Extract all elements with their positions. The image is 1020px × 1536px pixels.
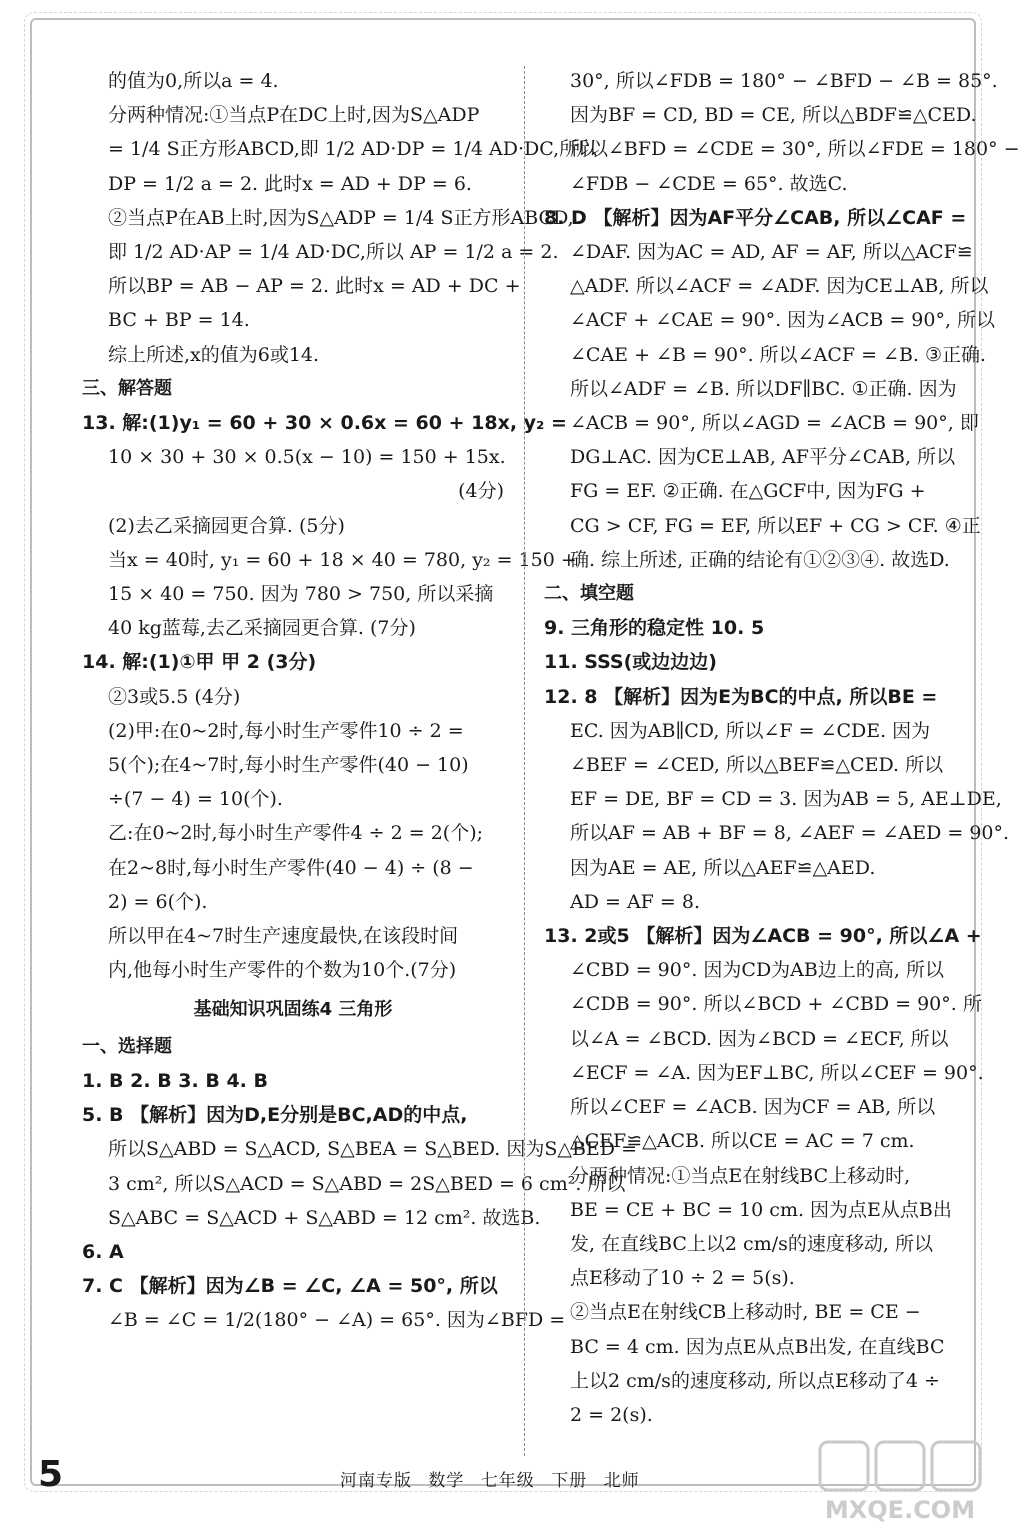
text-line: DP = 1/2 a = 2. 此时x = AD + DP = 6. [108, 172, 472, 195]
text-line: ∠CBD = 90°. 因为CD为AB边上的高, 所以 [570, 959, 944, 982]
text-line: △CEF≌△ACB. 所以CE = AC = 7 cm. [570, 1130, 915, 1153]
question-line: 9. 三角形的稳定性 10. 5 [544, 617, 765, 640]
text-line: ②3或5.5 (4分) [108, 685, 241, 708]
question-line: 13. 2或5 【解析】因为∠ACB = 90°, 所以∠A + [544, 925, 982, 948]
section-heading: 三、解答题 [82, 377, 172, 399]
text-line: 点E移动了10 ÷ 2 = 5(s). [570, 1267, 795, 1290]
column-divider [524, 66, 525, 1456]
text-line: 综上所述,x的值为6或14. [108, 343, 320, 366]
question-line: 13. 解:(1)y₁ = 60 + 30 × 0.6x = 60 + 18x, y₂ = [82, 412, 567, 435]
text-line: 所以∠BFD = ∠CDE = 30°, 所以∠FDE = 180° − [570, 138, 1020, 161]
text-line: 所以BP = AB − AP = 2. 此时x = AD + DC + [108, 275, 521, 298]
question-line: 8. D 【解析】因为AF平分∠CAB, 所以∠CAF = [544, 206, 967, 229]
text-line: FG = EF. ②正确. 在△GCF中, 因为FG + [570, 480, 926, 503]
text-line: ∠ACF + ∠CAE = 90°. 因为∠ACB = 90°, 所以 [570, 309, 996, 332]
text-line: 分两种情况:①当点P在DC上时,因为S△ADP [108, 104, 480, 127]
watermark-logo [800, 1432, 1000, 1532]
text-line: 所以∠ADF = ∠B. 所以DF∥BC. ①正确. 因为 [570, 377, 957, 400]
text-line: 所以∠CEF = ∠ACB. 因为CF = AB, 所以 [570, 1096, 936, 1119]
page-number: 5 [38, 1454, 64, 1495]
text-line: ②当点P在AB上时,因为S△ADP = 1/4 S正方形ABCD, [108, 206, 574, 229]
text-line: (2)去乙采摘园更合算. (5分) [108, 514, 345, 537]
text-line: 当x = 40时, y₁ = 60 + 18 × 40 = 780, y₂ = 150 + [108, 548, 577, 571]
text-line: 10 × 30 + 30 × 0.5(x − 10) = 150 + 15x. [108, 446, 506, 469]
watermark-text: MXQE.COM [824, 1496, 976, 1524]
text-line: ∠B = ∠C = 1/2(180° − ∠A) = 65°. 因为∠BFD = [108, 1309, 566, 1332]
text-line: ∠ACB = 90°, 所以∠AGD = ∠ACB = 90°, 即 [570, 412, 979, 435]
text-line: ∠FDB − ∠CDE = 65°. 故选C. [570, 172, 848, 195]
text-line: 乙:在0~2时,每小时生产零件4 ÷ 2 = 2(个); [108, 822, 484, 845]
text-line: ∠CDB = 90°. 所以∠BCD + ∠CBD = 90°. 所 [570, 993, 982, 1016]
text-line: 内,他每小时生产零件的个数为10个.(7分) [108, 959, 457, 982]
text-line: DG⊥AC. 因为CE⊥AB, AF平分∠CAB, 所以 [570, 446, 956, 469]
question-line: 7. C 【解析】因为∠B = ∠C, ∠A = 50°, 所以 [82, 1275, 498, 1298]
text-line: 以∠A = ∠BCD. 因为∠BCD = ∠ECF, 所以 [570, 1027, 949, 1050]
text-line: △ADF. 所以∠ACF = ∠ADF. 因为CE⊥AB, 所以 [570, 275, 989, 298]
text-line: 分两种情况:①当点E在射线BC上移动时, [570, 1164, 911, 1187]
text-line: = 1/4 S正方形ABCD,即 1/2 AD·DP = 1/4 AD·DC,所以 [108, 138, 598, 161]
text-line: 发, 在直线BC上以2 cm/s的速度移动, 所以 [570, 1232, 933, 1255]
text-line: ∠CAE + ∠B = 90°. 所以∠ACF = ∠B. ③正确. [570, 343, 987, 366]
text-line: ÷(7 − 4) = 10(个). [108, 788, 283, 811]
right-column [544, 64, 1020, 1432]
text-line: ∠ECF = ∠A. 因为EF⊥BC, 所以∠CEF = 90°. [570, 1061, 984, 1084]
text-line: 2) = 6(个). [108, 890, 208, 913]
text-line: EC. 因为AB∥CD, 所以∠F = ∠CDE. 因为 [570, 719, 931, 742]
text-line: 15 × 40 = 750. 因为 780 > 750, 所以采摘 [108, 583, 494, 606]
text-line: 所以S△ABD = S△ACD, S△BEA = S△BED. 因为S△BED = [108, 1138, 637, 1161]
text-line: 的值为0,所以a = 4. [108, 70, 279, 92]
section-heading: 一、选择题 [82, 1035, 172, 1057]
text-line: 即 1/2 AD·AP = 1/4 AD·DC,所以 AP = 1/2 a = 2. [108, 241, 559, 264]
text-line: BC = 4 cm. 因为点E从点B出发, 在直线BC [570, 1335, 945, 1358]
text-line: 确. 综上所述, 正确的结论有①②③④. 故选D. [570, 548, 950, 571]
question-line: 11. SSS(或边边边) [544, 651, 717, 674]
text-line: 因为BF = CD, BD = CE, 所以△BDF≌△CED. [570, 104, 977, 127]
text-line: 2 = 2(s). [570, 1403, 653, 1426]
edition-label: 河南专版 数学 七年级 下册 北师 [340, 1471, 640, 1491]
text-line: 在2~8时,每小时生产零件(40 − 4) ÷ (8 − [108, 856, 474, 879]
question-line: 12. 8 【解析】因为E为BC的中点, 所以BE = [544, 685, 938, 708]
text-line: S△ABC = S△ACD + S△ABD = 12 cm². 故选B. [108, 1206, 541, 1229]
text-line: BC + BP = 14. [108, 309, 250, 332]
text-line: ∠BEF = ∠CED, 所以△BEF≌△CED. 所以 [570, 754, 944, 777]
question-line: 14. 解:(1)①甲 甲 2 (3分) [82, 651, 317, 674]
score-label: (4分) [458, 480, 504, 503]
text-line: 因为AE = AE, 所以△AEF≌△AED. [570, 856, 876, 879]
text-line: BE = CE + BC = 10 cm. 因为点E从点B出 [570, 1198, 952, 1221]
question-line: 1. B 2. B 3. B 4. B [82, 1069, 268, 1092]
text-line: 30°, 所以∠FDB = 180° − ∠BFD − ∠B = 85°. [570, 70, 998, 92]
text-line: AD = AF = 8. [570, 890, 700, 913]
text-line: ∠DAF. 因为AC = AD, AF = AF, 所以△ACF≌ [570, 241, 973, 264]
text-line: (2)甲:在0~2时,每小时生产零件10 ÷ 2 = [108, 719, 464, 742]
text-line: 所以AF = AB + BF = 8, ∠AEF = ∠AED = 90°. [570, 822, 1010, 845]
text-line: 上以2 cm/s的速度移动, 所以点E移动了4 ÷ [570, 1369, 940, 1392]
text-line: 5(个);在4~7时,每小时生产零件(40 − 10) [108, 754, 469, 777]
section-heading: 二、填空题 [544, 583, 634, 605]
text-line: 所以甲在4~7时生产速度最快,在该段时间 [108, 925, 459, 948]
question-line: 5. B 【解析】因为D,E分别是BC,AD的中点, [82, 1104, 468, 1127]
text-line: EF = DE, BF = CD = 3. 因为AB = 5, AE⊥DE, [570, 788, 1002, 811]
text-line: 40 kg蓝莓,去乙采摘园更合算. (7分) [108, 617, 416, 640]
section-title: 基础知识巩固练4 三角形 [193, 999, 393, 1021]
question-line: 6. A [82, 1240, 124, 1263]
text-line: 3 cm², 所以S△ACD = S△ABD = 2S△BED = 6 cm². 所以 [108, 1172, 626, 1195]
text-line: ②当点E在射线CB上移动时, BE = CE − [570, 1301, 921, 1324]
text-line: CG > CF, FG = EF, 所以EF + CG > CF. ④正 [570, 514, 981, 537]
